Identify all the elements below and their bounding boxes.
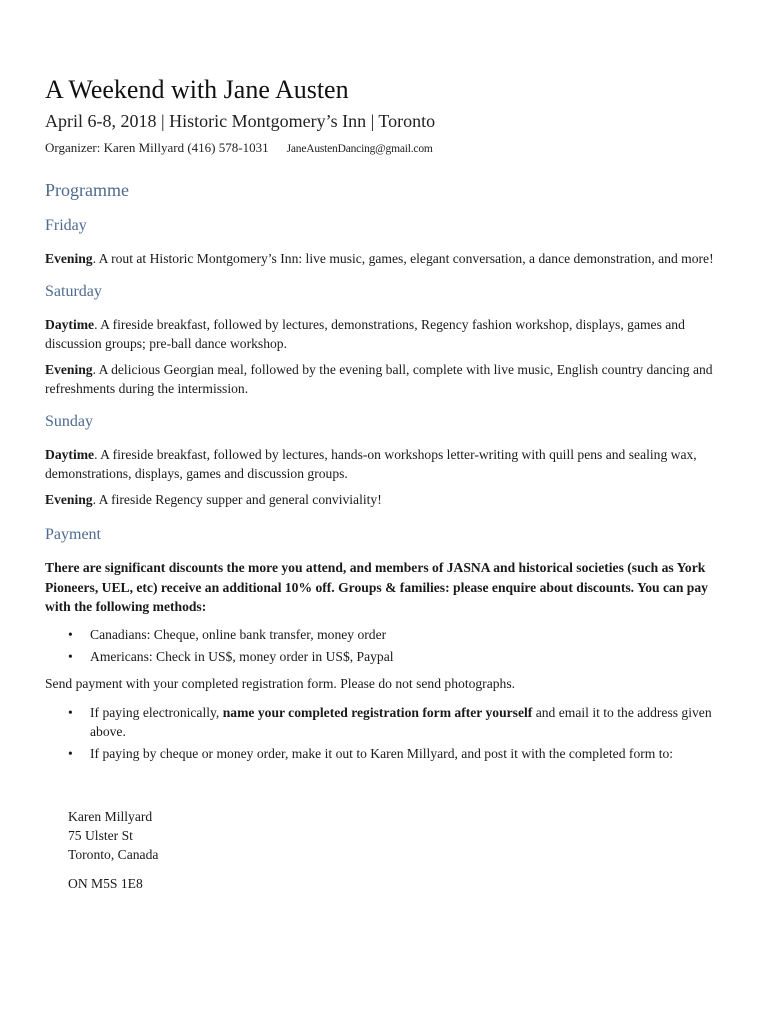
address-postal: ON M5S 1E8 bbox=[68, 875, 143, 891]
instruction-emphasis: name your completed registration form after yourself bbox=[222, 704, 533, 720]
instruction-electronic bbox=[90, 703, 735, 741]
send-payment-note: Send payment with your completed registration form. Please do not send photographs. bbox=[45, 675, 516, 691]
page-title: A Weekend with Jane Austen bbox=[45, 75, 349, 104]
payment-method-canadians: • Canadians: Cheque, online bank transfer, money order bbox=[90, 625, 735, 644]
address-street: 75 Ulster St bbox=[68, 827, 133, 843]
payment-instructions-list bbox=[45, 703, 735, 763]
payment-methods-list bbox=[45, 625, 735, 666]
friday-evening bbox=[45, 249, 735, 268]
organizer-contact: Organizer: Karen Millyard (416) 578-1031 bbox=[45, 140, 269, 155]
saturday-evening bbox=[45, 360, 735, 398]
item-text: . A fireside breakfast, followed by lectures, hands-on workshops letter-writing with quill pens and sealing wax, demonstrations, displays, games and discussion groups. bbox=[45, 447, 697, 481]
item-text: . A fireside breakfast, followed by lectures, demonstrations, Regency fashion workshop, displays, games and discussion groups; pre-ball dance workshop. bbox=[45, 317, 685, 351]
item-label: Evening bbox=[45, 492, 93, 507]
item-label: Evening bbox=[45, 362, 93, 377]
payment-heading: Payment bbox=[45, 526, 101, 543]
instruction-suffix: and email it to the address given above. bbox=[90, 704, 712, 739]
sunday-evening bbox=[45, 490, 735, 509]
programme-heading: Programme bbox=[45, 180, 129, 200]
organizer-line bbox=[45, 139, 735, 158]
item-label: Daytime bbox=[45, 447, 95, 462]
day-heading-friday: Friday bbox=[45, 217, 87, 234]
mailing-address bbox=[68, 807, 735, 893]
organizer-email: JaneAustenDancing@gmail.com bbox=[286, 143, 433, 155]
item-text: . A rout at Historic Montgomery’s Inn: live music, games, elegant conversation, a dance demonstration, and more! bbox=[92, 251, 714, 266]
event-subtitle: April 6-8, 2018 | Historic Montgomery’s Inn | Toronto bbox=[45, 111, 436, 131]
item-label: Daytime bbox=[45, 317, 95, 332]
item-label: Evening bbox=[45, 251, 93, 266]
day-heading-sunday: Sunday bbox=[45, 413, 93, 430]
address-name: Karen Millyard bbox=[68, 808, 153, 824]
document-page bbox=[45, 74, 735, 893]
day-heading-saturday: Saturday bbox=[45, 283, 102, 300]
payment-intro: There are significant discounts the more you attend, and members of JASNA and historical societies (such as York Pioneers, UEL, etc) receive an additional 10% off. Groups & families: please enquire about discounts. You can pay with the following methods: bbox=[45, 560, 708, 614]
sunday-daytime bbox=[45, 445, 735, 483]
saturday-daytime bbox=[45, 315, 735, 353]
instruction-prefix: If paying electronically, bbox=[90, 704, 223, 720]
address-city: Toronto, Canada bbox=[68, 846, 159, 862]
item-text: . A delicious Georgian meal, followed by the evening ball, complete with live music, English country dancing and refreshments during the intermission. bbox=[45, 362, 713, 396]
payment-method-americans: • Americans: Check in US$, money order in US$, Paypal bbox=[90, 647, 735, 666]
item-text: . A fireside Regency supper and general conviviality! bbox=[92, 492, 382, 507]
instruction-cheque: • If paying by cheque or money order, make it out to Karen Millyard, and post it with the completed form to: bbox=[90, 744, 735, 763]
